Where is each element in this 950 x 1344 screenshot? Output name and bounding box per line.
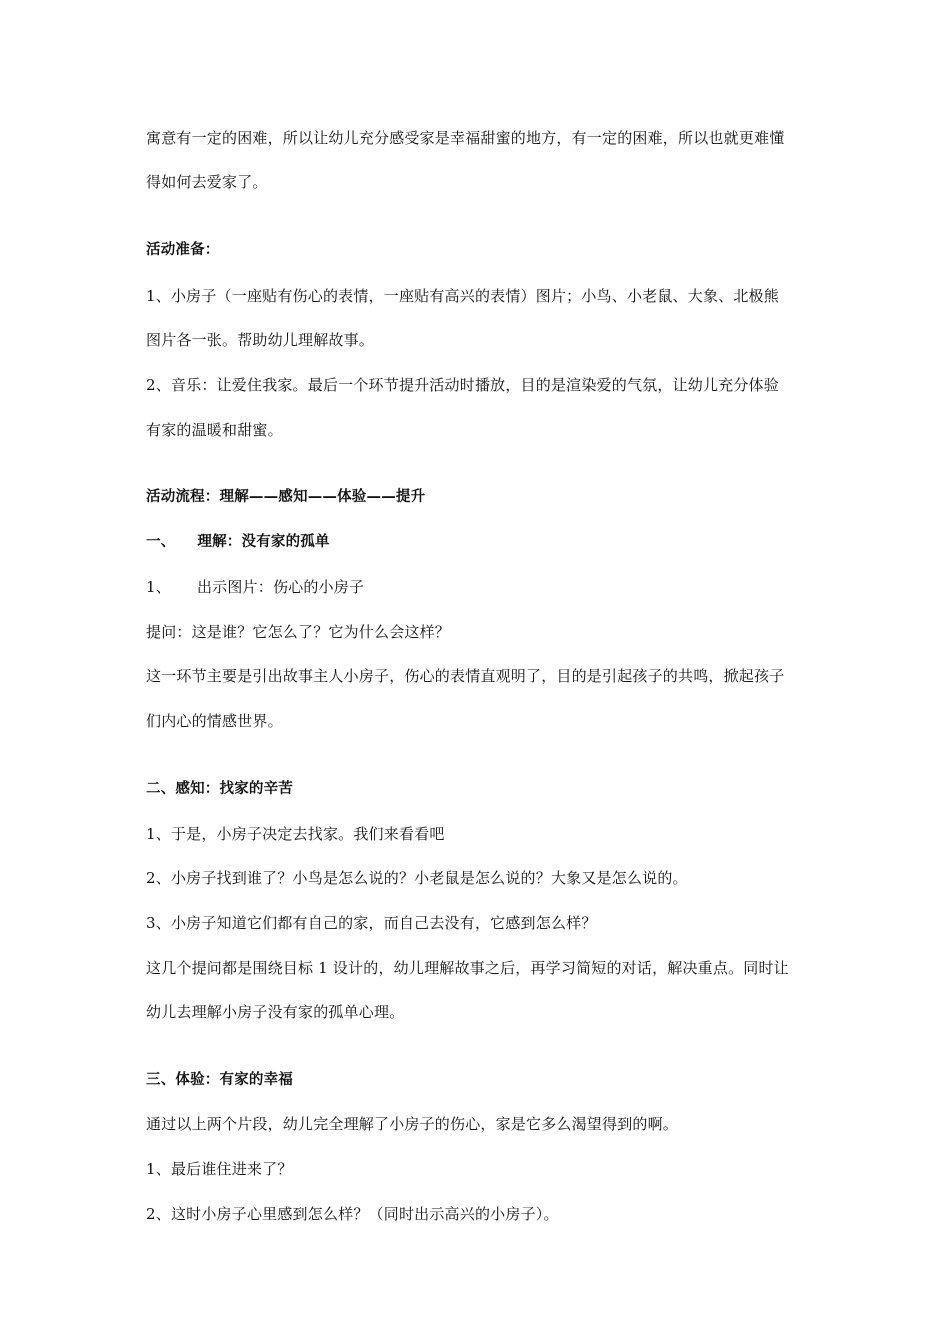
process-heading: 活动流程：理解——感知——体验——提升 xyxy=(146,489,426,505)
preparation-item-1-line-1: 1、小房子（一座贴有伤心的表情，一座贴有高兴的表情）图片；小鸟、小老鼠、大象、北极熊 xyxy=(146,287,779,305)
section-1-item-1-number: 1、 xyxy=(146,578,171,596)
section-2-note-line-1: 这几个提问都是围绕目标 1 设计的，幼儿理解故事之后，再学习简短的对话，解决重点。同时让 xyxy=(146,959,789,977)
intro-line-1: 寓意有一定的困难，所以让幼儿充分感受家是幸福甜蜜的地方，有一定的困难，所以也就更难懂 xyxy=(146,129,785,147)
section-1-question: 提问：这是谁？它怎么了？它为什么会这样？ xyxy=(146,623,451,641)
section-1-heading-number: 一、 xyxy=(146,534,176,550)
preparation-heading: 活动准备： xyxy=(146,242,220,258)
section-1-item-1-text: 出示图片：伤心的小房子 xyxy=(196,578,365,596)
section-1-heading-text: 理解：没有家的孤单 xyxy=(197,534,330,550)
section-1-heading xyxy=(146,532,330,552)
intro-line-2: 得如何去爱家了。 xyxy=(146,173,268,191)
section-2-item-2: 2、小房子找到谁了？小鸟是怎么说的？小老鼠是怎么说的？大象又是怎么说的。 xyxy=(146,869,688,887)
section-3-item-2: 2、这时小房子心里感到怎么样？（同时出示高兴的小房子）。 xyxy=(146,1205,559,1223)
preparation-item-2-line-1: 2、音乐：让爱住我家。最后一个环节提升活动时播放，目的是渲染爱的气氛，让幼儿充分体验 xyxy=(146,376,779,394)
section-3-intro: 通过以上两个片段，幼儿完全理解了小房子的伤心，家是它多么渴望得到的啊。 xyxy=(146,1115,679,1133)
section-3-item-1: 1、最后谁住进来了？ xyxy=(146,1160,293,1178)
preparation-item-1-line-2: 图片各一张。帮助幼儿理解故事。 xyxy=(146,331,375,349)
preparation-item-2-line-2: 有家的温暖和甜蜜。 xyxy=(146,421,283,439)
section-1-note-line-1: 这一环节主要是引出故事主人小房子，伤心的表情直观明了，目的是引起孩子的共鸣，掀起孩子 xyxy=(146,667,785,685)
section-2-item-3: 3、小房子知道它们都有自己的家，而自己去没有，它感到怎么样？ xyxy=(146,914,597,932)
section-2-item-1: 1、于是，小房子决定去找家。我们来看看吧 xyxy=(146,825,445,843)
section-2-heading: 二、感知：找家的辛苦 xyxy=(146,781,293,797)
section-1-note-line-2: 们内心的情感世界。 xyxy=(146,712,283,730)
section-1-item-1 xyxy=(146,577,364,597)
section-2-note-line-2: 幼儿去理解小房子没有家的孤单心理。 xyxy=(146,1003,405,1021)
section-3-heading: 三、体验：有家的幸福 xyxy=(146,1072,293,1088)
